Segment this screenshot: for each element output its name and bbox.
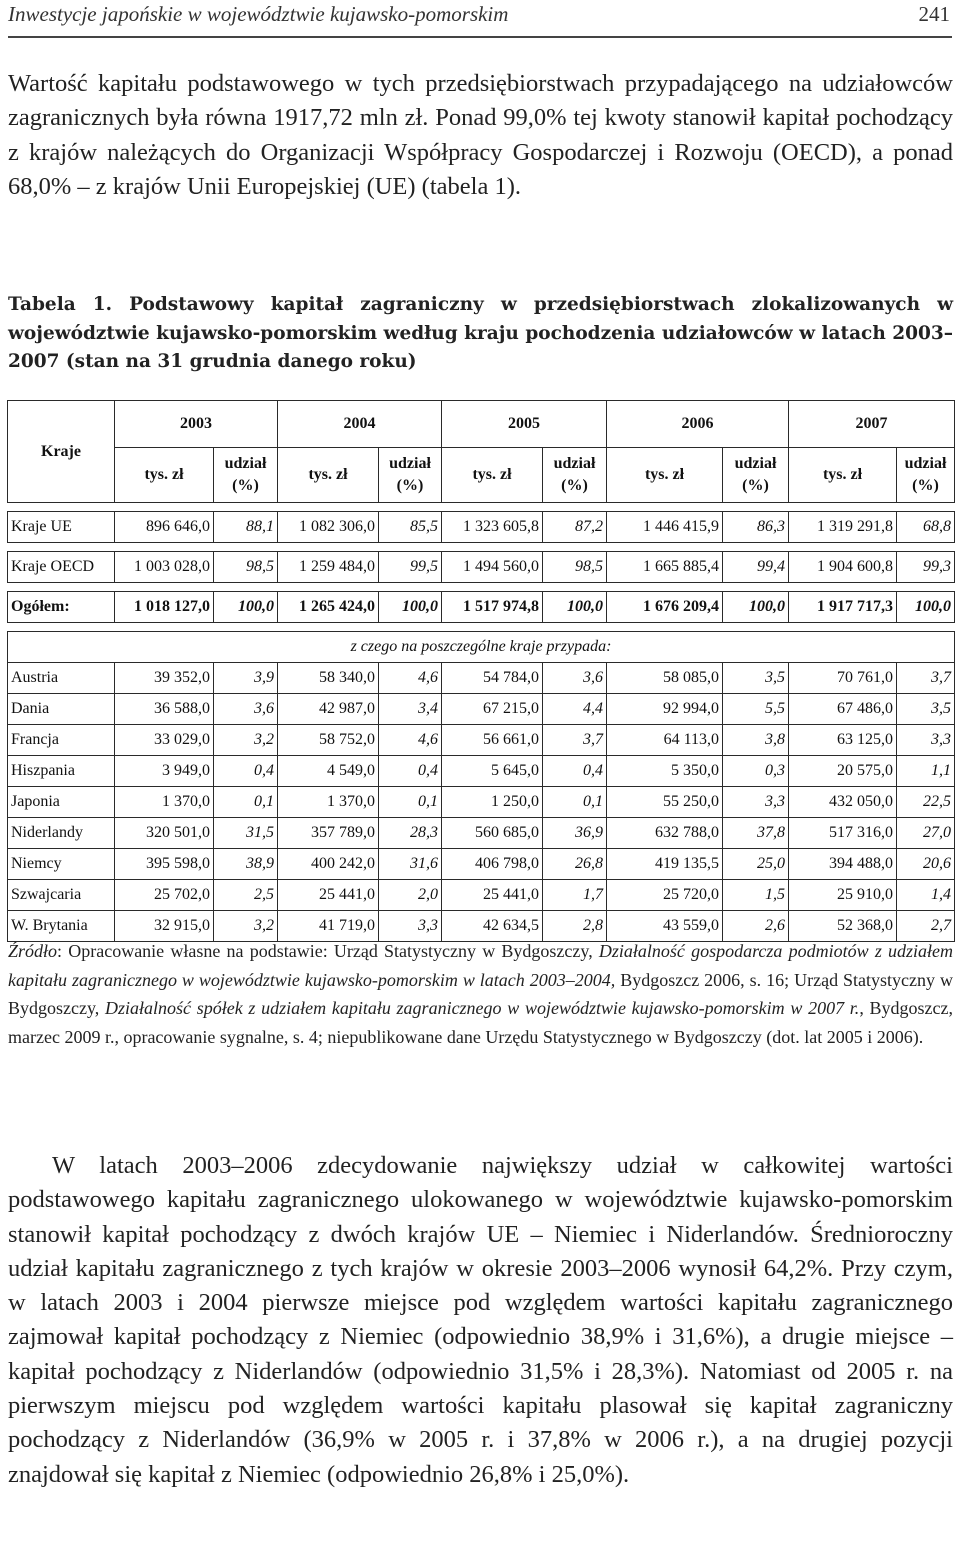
share-cell: 37,8 bbox=[723, 818, 789, 849]
share-cell: 3,2 bbox=[214, 911, 278, 942]
share-cell: 1,1 bbox=[897, 756, 955, 787]
source-text: Bydgoszcz 2006, s. 16; Urząd Statystyczny w Bydgoszczy, bbox=[8, 969, 953, 1019]
year-header: 2003 bbox=[115, 401, 278, 448]
share-cell: 0,1 bbox=[379, 787, 442, 818]
country-cell: Dania bbox=[8, 694, 115, 725]
value-cell: 4 549,0 bbox=[278, 756, 379, 787]
table-row bbox=[8, 756, 955, 787]
value-cell: 25 910,0 bbox=[789, 880, 897, 911]
share-unit: (%) bbox=[742, 477, 769, 494]
header-row-units bbox=[8, 448, 955, 503]
share-cell: 31,5 bbox=[214, 818, 278, 849]
share-cell: 3,3 bbox=[723, 787, 789, 818]
value-cell: 1 370,0 bbox=[115, 787, 214, 818]
value-cell: 67 215,0 bbox=[442, 694, 543, 725]
share-cell: 0,3 bbox=[723, 756, 789, 787]
share-cell: 3,3 bbox=[897, 725, 955, 756]
country-cell: Ogółem: bbox=[8, 592, 115, 623]
country-cell: W. Brytania bbox=[8, 911, 115, 942]
value-cell: 92 994,0 bbox=[607, 694, 723, 725]
share-cell: 85,5 bbox=[379, 512, 442, 543]
source-note bbox=[8, 937, 953, 1051]
share-cell: 3,4 bbox=[379, 694, 442, 725]
share-cell: 0,4 bbox=[379, 756, 442, 787]
share-cell: 25,0 bbox=[723, 849, 789, 880]
value-cell: 1 018 127,0 bbox=[115, 592, 214, 623]
body-paragraph: W latach 2003–2006 zdecydowanie największy udział w całkowitej wartości podstawowego kapitału zagranicznego ulokowanego w województwie kujawsko-pomorskim stanowił kapitał pochodzący z dwóch krajów UE – Niemiec i Niderlandów. Średnioroczny udział kapitału zagranicznego z tych krajów w okresie 2003–2006 wynosił 64,2%. Przy czym, w latach 2003 i 2004 pierwsze miejsce pod względem wartości kapitału zagranicznego zajmował kapitał pochodzący z Niemiec (odpowiednio 38,9% i 31,6%), a drugie miejsce – kapitał pochodzący z Niderlandów (odpowiednio 31,5% i 28,3%). Natomiast od 2005 r. na pierwszym miejscu pod względem wartości kapitału plasował się kapitał zagraniczny pochodzący z Niderlandów (36,9% w 2005 r. i 37,8% w 2006 r.), a na drugiej pozycji znajdował się kapitał z Niemiec (odpowiednio 26,8% i 25,0%). bbox=[8, 1152, 953, 1488]
table-gap bbox=[8, 503, 955, 512]
value-unit-header: tys. zł bbox=[442, 448, 543, 503]
value-cell: 56 661,0 bbox=[442, 725, 543, 756]
country-cell: Japonia bbox=[8, 787, 115, 818]
share-cell: 3,7 bbox=[897, 663, 955, 694]
value-cell: 1 265 424,0 bbox=[278, 592, 379, 623]
share-unit-header bbox=[543, 448, 607, 503]
source-label: Źródło bbox=[8, 941, 58, 961]
share-cell: 68,8 bbox=[897, 512, 955, 543]
spacer-cell bbox=[8, 543, 955, 552]
share-cell: 3,8 bbox=[723, 725, 789, 756]
running-header bbox=[8, 2, 952, 30]
share-cell: 100,0 bbox=[379, 592, 442, 623]
intro-paragraph: Wartość kapitału podstawowego w tych przedsiębiorstwach przypadającego na udziałowców zagranicznych była równa 1917,72 mln zł. Ponad 99,0% tej kwoty stanowił kapitał pochodzący z krajów należących do Organizacji Współpracy Gospodarczej i Rozwoju (OECD), a ponad 68,0% – z krajów Unii Europejskiej (UE) (tabela 1). bbox=[8, 70, 953, 200]
value-cell: 896 646,0 bbox=[115, 512, 214, 543]
share-cell: 3,7 bbox=[543, 725, 607, 756]
value-unit-header: tys. zł bbox=[115, 448, 214, 503]
share-cell: 26,8 bbox=[543, 849, 607, 880]
value-cell: 64 113,0 bbox=[607, 725, 723, 756]
share-cell: 31,6 bbox=[379, 849, 442, 880]
share-cell: 3,3 bbox=[379, 911, 442, 942]
spacer-cell bbox=[8, 583, 955, 592]
share-cell: 1,7 bbox=[543, 880, 607, 911]
share-cell: 99,4 bbox=[723, 552, 789, 583]
year-header: 2005 bbox=[442, 401, 607, 448]
table-gap bbox=[8, 583, 955, 592]
share-cell: 100,0 bbox=[214, 592, 278, 623]
share-cell: 4,6 bbox=[379, 725, 442, 756]
share-cell: 3,2 bbox=[214, 725, 278, 756]
value-cell: 432 050,0 bbox=[789, 787, 897, 818]
value-cell: 63 125,0 bbox=[789, 725, 897, 756]
share-cell: 2,5 bbox=[214, 880, 278, 911]
year-header: 2004 bbox=[278, 401, 442, 448]
table-gap bbox=[8, 623, 955, 632]
value-cell: 25 441,0 bbox=[278, 880, 379, 911]
value-cell: 58 340,0 bbox=[278, 663, 379, 694]
share-label: udział bbox=[389, 455, 431, 472]
subheading-row bbox=[8, 632, 955, 663]
source-title: Działalność gospodarcza podmiotów z udziałem kapitału zagranicznego w województwie kujawsko-pomorskim w latach 2003–2004, bbox=[8, 941, 953, 990]
value-cell: 1 517 974,8 bbox=[442, 592, 543, 623]
subheading-cell: z czego na poszczególne kraje przypada: bbox=[8, 632, 955, 663]
share-cell: 27,0 bbox=[897, 818, 955, 849]
country-cell: Niderlandy bbox=[8, 818, 115, 849]
share-cell: 99,5 bbox=[379, 552, 442, 583]
share-unit-header bbox=[897, 448, 955, 503]
table-row bbox=[8, 552, 955, 583]
spacer-cell bbox=[8, 503, 955, 512]
source-title: Działalność spółek z udziałem kapitału zagranicznego w województwie kujawsko-pomorskim w 2007 r. bbox=[105, 998, 860, 1019]
share-cell: 28,3 bbox=[379, 818, 442, 849]
value-cell: 25 702,0 bbox=[115, 880, 214, 911]
value-cell: 1 904 600,8 bbox=[789, 552, 897, 583]
value-cell: 25 720,0 bbox=[607, 880, 723, 911]
share-cell: 2,7 bbox=[897, 911, 955, 942]
table-row bbox=[8, 787, 955, 818]
country-cell: Kraje UE bbox=[8, 512, 115, 543]
share-cell: 100,0 bbox=[723, 592, 789, 623]
share-cell: 0,1 bbox=[543, 787, 607, 818]
value-cell: 632 788,0 bbox=[607, 818, 723, 849]
share-cell: 98,5 bbox=[543, 552, 607, 583]
share-cell: 1,4 bbox=[897, 880, 955, 911]
value-cell: 357 789,0 bbox=[278, 818, 379, 849]
share-unit: (%) bbox=[396, 477, 424, 494]
value-cell: 560 685,0 bbox=[442, 818, 543, 849]
value-cell: 43 559,0 bbox=[607, 911, 723, 942]
share-cell: 3,9 bbox=[214, 663, 278, 694]
table-caption: Tabela 1. Podstawowy kapitał zagraniczny w przedsiębiorstwach zlokalizowanych w województwie kujawsko-pomorskim według kraju pochodzenia udziałowców w latach 2003–2007 (stan na 31 grudnia danego roku) bbox=[8, 294, 953, 372]
value-cell: 419 135,5 bbox=[607, 849, 723, 880]
country-cell: Niemcy bbox=[8, 849, 115, 880]
share-cell: 2,6 bbox=[723, 911, 789, 942]
year-header: 2007 bbox=[789, 401, 955, 448]
value-cell: 1 370,0 bbox=[278, 787, 379, 818]
year-header: 2006 bbox=[607, 401, 789, 448]
value-cell: 20 575,0 bbox=[789, 756, 897, 787]
value-unit-header: tys. zł bbox=[278, 448, 379, 503]
share-cell: 86,3 bbox=[723, 512, 789, 543]
value-cell: 55 250,0 bbox=[607, 787, 723, 818]
share-label: udział bbox=[904, 455, 947, 472]
value-cell: 1 917 717,3 bbox=[789, 592, 897, 623]
running-title: Inwestycje japońskie w województwie kujawsko-pomorskim bbox=[8, 2, 509, 26]
value-cell: 406 798,0 bbox=[442, 849, 543, 880]
share-label: udział bbox=[224, 455, 267, 472]
share-cell: 3,6 bbox=[214, 694, 278, 725]
header-row-years bbox=[8, 401, 955, 448]
value-cell: 1 494 560,0 bbox=[442, 552, 543, 583]
value-cell: 1 319 291,8 bbox=[789, 512, 897, 543]
value-cell: 1 250,0 bbox=[442, 787, 543, 818]
share-cell: 100,0 bbox=[543, 592, 607, 623]
value-cell: 1 665 885,4 bbox=[607, 552, 723, 583]
value-cell: 25 441,0 bbox=[442, 880, 543, 911]
table-row bbox=[8, 694, 955, 725]
share-cell: 87,2 bbox=[543, 512, 607, 543]
share-cell: 3,5 bbox=[897, 694, 955, 725]
value-cell: 52 368,0 bbox=[789, 911, 897, 942]
table-row bbox=[8, 880, 955, 911]
share-unit-header bbox=[723, 448, 789, 503]
value-cell: 1 446 415,9 bbox=[607, 512, 723, 543]
value-cell: 5 645,0 bbox=[442, 756, 543, 787]
header-rule bbox=[8, 36, 952, 38]
value-cell: 1 676 209,4 bbox=[607, 592, 723, 623]
share-cell: 1,5 bbox=[723, 880, 789, 911]
share-label: udział bbox=[553, 455, 596, 472]
share-cell: 4,4 bbox=[543, 694, 607, 725]
country-cell: Hiszpania bbox=[8, 756, 115, 787]
value-cell: 1 323 605,8 bbox=[442, 512, 543, 543]
capital-table bbox=[7, 400, 955, 942]
value-cell: 33 029,0 bbox=[115, 725, 214, 756]
value-cell: 67 486,0 bbox=[789, 694, 897, 725]
value-cell: 58 085,0 bbox=[607, 663, 723, 694]
value-unit-header: tys. zł bbox=[789, 448, 897, 503]
value-cell: 400 242,0 bbox=[278, 849, 379, 880]
value-cell: 36 588,0 bbox=[115, 694, 214, 725]
table-row bbox=[8, 592, 955, 623]
share-unit: (%) bbox=[232, 477, 259, 494]
value-cell: 42 987,0 bbox=[278, 694, 379, 725]
share-cell: 38,9 bbox=[214, 849, 278, 880]
value-cell: 1 259 484,0 bbox=[278, 552, 379, 583]
value-cell: 517 316,0 bbox=[789, 818, 897, 849]
value-cell: 395 598,0 bbox=[115, 849, 214, 880]
share-cell: 0,4 bbox=[543, 756, 607, 787]
share-cell: 0,1 bbox=[214, 787, 278, 818]
value-cell: 1 082 306,0 bbox=[278, 512, 379, 543]
share-cell: 3,5 bbox=[723, 663, 789, 694]
share-unit: (%) bbox=[561, 477, 588, 494]
value-cell: 41 719,0 bbox=[278, 911, 379, 942]
share-cell: 98,5 bbox=[214, 552, 278, 583]
share-cell: 99,3 bbox=[897, 552, 955, 583]
share-cell: 22,5 bbox=[897, 787, 955, 818]
country-cell: Austria bbox=[8, 663, 115, 694]
value-cell: 54 784,0 bbox=[442, 663, 543, 694]
share-cell: 88,1 bbox=[214, 512, 278, 543]
table-row bbox=[8, 663, 955, 694]
source-text: : Opracowanie własne na podstawie: Urząd Statystyczny w Bydgoszczy, bbox=[57, 941, 599, 961]
country-cell: Szwajcaria bbox=[8, 880, 115, 911]
value-cell: 42 634,5 bbox=[442, 911, 543, 942]
value-cell: 5 350,0 bbox=[607, 756, 723, 787]
share-unit-header bbox=[379, 448, 442, 503]
share-cell: 36,9 bbox=[543, 818, 607, 849]
table-body bbox=[8, 503, 955, 942]
value-cell: 70 761,0 bbox=[789, 663, 897, 694]
table-row bbox=[8, 849, 955, 880]
value-cell: 39 352,0 bbox=[115, 663, 214, 694]
share-cell: 2,8 bbox=[543, 911, 607, 942]
spacer-cell bbox=[8, 623, 955, 632]
share-cell: 3,6 bbox=[543, 663, 607, 694]
share-cell: 20,6 bbox=[897, 849, 955, 880]
share-label: udział bbox=[734, 455, 777, 472]
share-cell: 100,0 bbox=[897, 592, 955, 623]
value-cell: 32 915,0 bbox=[115, 911, 214, 942]
source-text: , Bydgoszcz, marzec 2009 r., opracowanie sygnalne, s. 4; niepublikowane dane Urzędu Statystycznego w Bydgoszczy (dot. lat 2005 i 2006). bbox=[8, 998, 954, 1047]
share-cell: 2,0 bbox=[379, 880, 442, 911]
page-number: 241 bbox=[918, 2, 950, 26]
table-row bbox=[8, 725, 955, 756]
country-cell: Francja bbox=[8, 725, 115, 756]
share-cell: 4,6 bbox=[379, 663, 442, 694]
value-cell: 58 752,0 bbox=[278, 725, 379, 756]
country-cell: Kraje OECD bbox=[8, 552, 115, 583]
share-unit-header bbox=[214, 448, 278, 503]
value-unit-header: tys. zł bbox=[607, 448, 723, 503]
value-cell: 3 949,0 bbox=[115, 756, 214, 787]
table-row bbox=[8, 818, 955, 849]
corner-header: Kraje bbox=[8, 401, 115, 503]
value-cell: 394 488,0 bbox=[789, 849, 897, 880]
table-gap bbox=[8, 543, 955, 552]
share-cell: 0,4 bbox=[214, 756, 278, 787]
value-cell: 1 003 028,0 bbox=[115, 552, 214, 583]
table-row bbox=[8, 512, 955, 543]
share-unit: (%) bbox=[912, 477, 939, 494]
value-cell: 320 501,0 bbox=[115, 818, 214, 849]
share-cell: 5,5 bbox=[723, 694, 789, 725]
